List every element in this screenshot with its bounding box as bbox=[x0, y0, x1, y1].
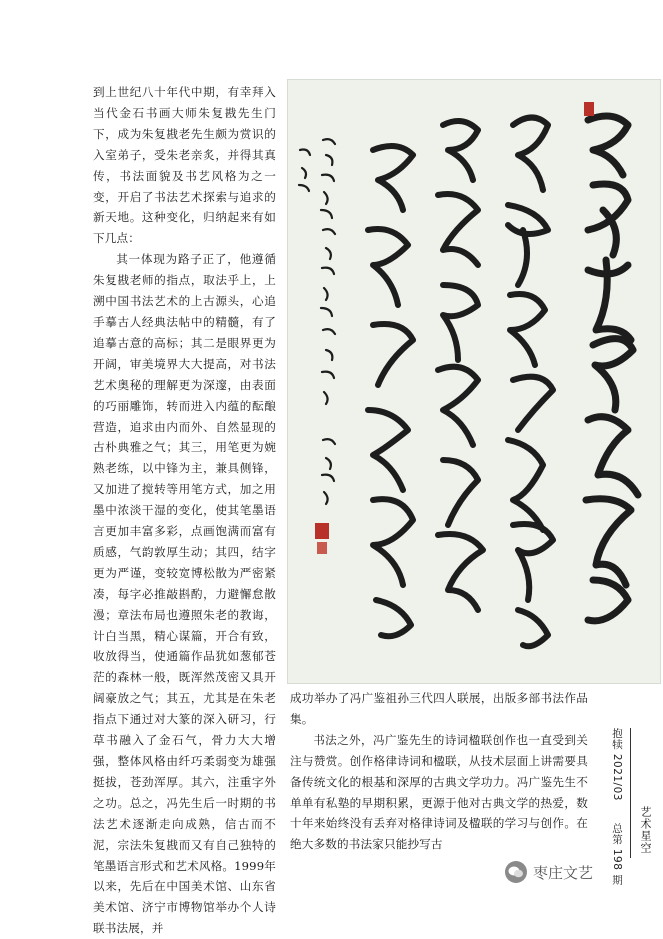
calligraphy-artwork bbox=[287, 79, 661, 684]
paragraph: 其一体现为路子正了，他遵循朱复戡老师的指点，取法乎上，上溯中国书法艺术的上古源头，心追手摹古人经典法帖中的精髓，有了追摹古意的高标；其二是眼界更为开阔，审美境界大大提高，对书法艺术奥秘的理解更为深邃，由表面的巧丽雕饰，转而进入内蕴的酝酿营造，追求由内而外、自然显现的古朴典雅之气；其三，用笔更为婉熟老练，以中锋为主，兼具侧锋，又加进了搅转等用笔方式，加之用墨中浓淡干湿的变化，使其笔墨语言更加丰富多彩，点画饱满而富有质感，气韵敦厚生动；其四，结字更为严谨，变较宽博松散为严密紧凑，每字必推敲斟酌，力避懈怠散漫；章法布局也遵照朱老的教诲，计白当黑，精心谋篇，开合有致，收放得当，使通篇作品犹如葱郁苍茫的森林一般，既浑然茂密又具开阔豪放之气；其五，尤其是在朱老指点下通过对大篆的深入研习，行草书融入了金石气，骨力大大增强，整体风格由纤巧柔弱变为雄强挺拔，苍劲浑厚。其六，注重字外之功。总之，冯先生后一时期的书法艺术逐渐走向成熟，信古而不泥，宗法朱复戡而又有自己独特的笔墨语言形式和艺术风格。1999年以来，先后在中国美术馆、山东省美术馆、济宁市博物馆举办个人诗联书法展，并 bbox=[93, 252, 276, 936]
paragraph: 书法之外，冯广鉴先生的诗词楹联创作也一直受到关注与赞赏。创作格律诗词和楹联，从技术层面上讲需要具备传统文化的根基和深厚的古典文学功力。冯广鉴先生不单单有私塾的早期积累，更源于他对古典文学的热爱，数十年来始终没有丢弃对格律诗词及楹联的学习与创作。在绝大多数的书法家只能抄写古 bbox=[290, 732, 588, 852]
sidebar-divider bbox=[630, 728, 631, 858]
seal-lower bbox=[315, 523, 329, 539]
watermark bbox=[505, 860, 593, 884]
calligraphy-image bbox=[288, 80, 660, 683]
watermark-text: 枣庄文艺 bbox=[533, 863, 594, 882]
issue-text: 抱犊 2021/03 bbox=[611, 728, 623, 801]
wechat-icon bbox=[505, 861, 527, 883]
calligraphy-column-4 bbox=[368, 146, 413, 636]
seal-top bbox=[584, 102, 594, 116]
left-text-column bbox=[93, 82, 276, 939]
paragraph: 成功举办了冯广鉴祖孙三代四人联展，出版多部书法作品集。 bbox=[290, 691, 588, 726]
inscription-column bbox=[299, 139, 335, 504]
paragraph: 到上世纪八十年代中期，有幸拜入当代金石书画大师朱复戡先生门下，成为朱复戡老先生颇为赏识的入室弟子，受朱老亲炙，并得其真传，书法面貌及书艺风格为之一变，开启了书法艺术探索与追求的新天地。这种变化，归纳起来有如下几点： bbox=[93, 85, 276, 246]
bottom-text-column bbox=[290, 688, 588, 855]
calligraphy-column-3 bbox=[438, 121, 483, 610]
calligraphy-column-2 bbox=[508, 118, 553, 647]
calligraphy-column-1 bbox=[586, 116, 638, 621]
issue-label bbox=[610, 728, 625, 885]
total-issue-text: 总第 198 期 bbox=[611, 822, 623, 885]
seal-lower-small bbox=[317, 542, 327, 554]
section-title: 艺术星空 bbox=[639, 806, 652, 854]
